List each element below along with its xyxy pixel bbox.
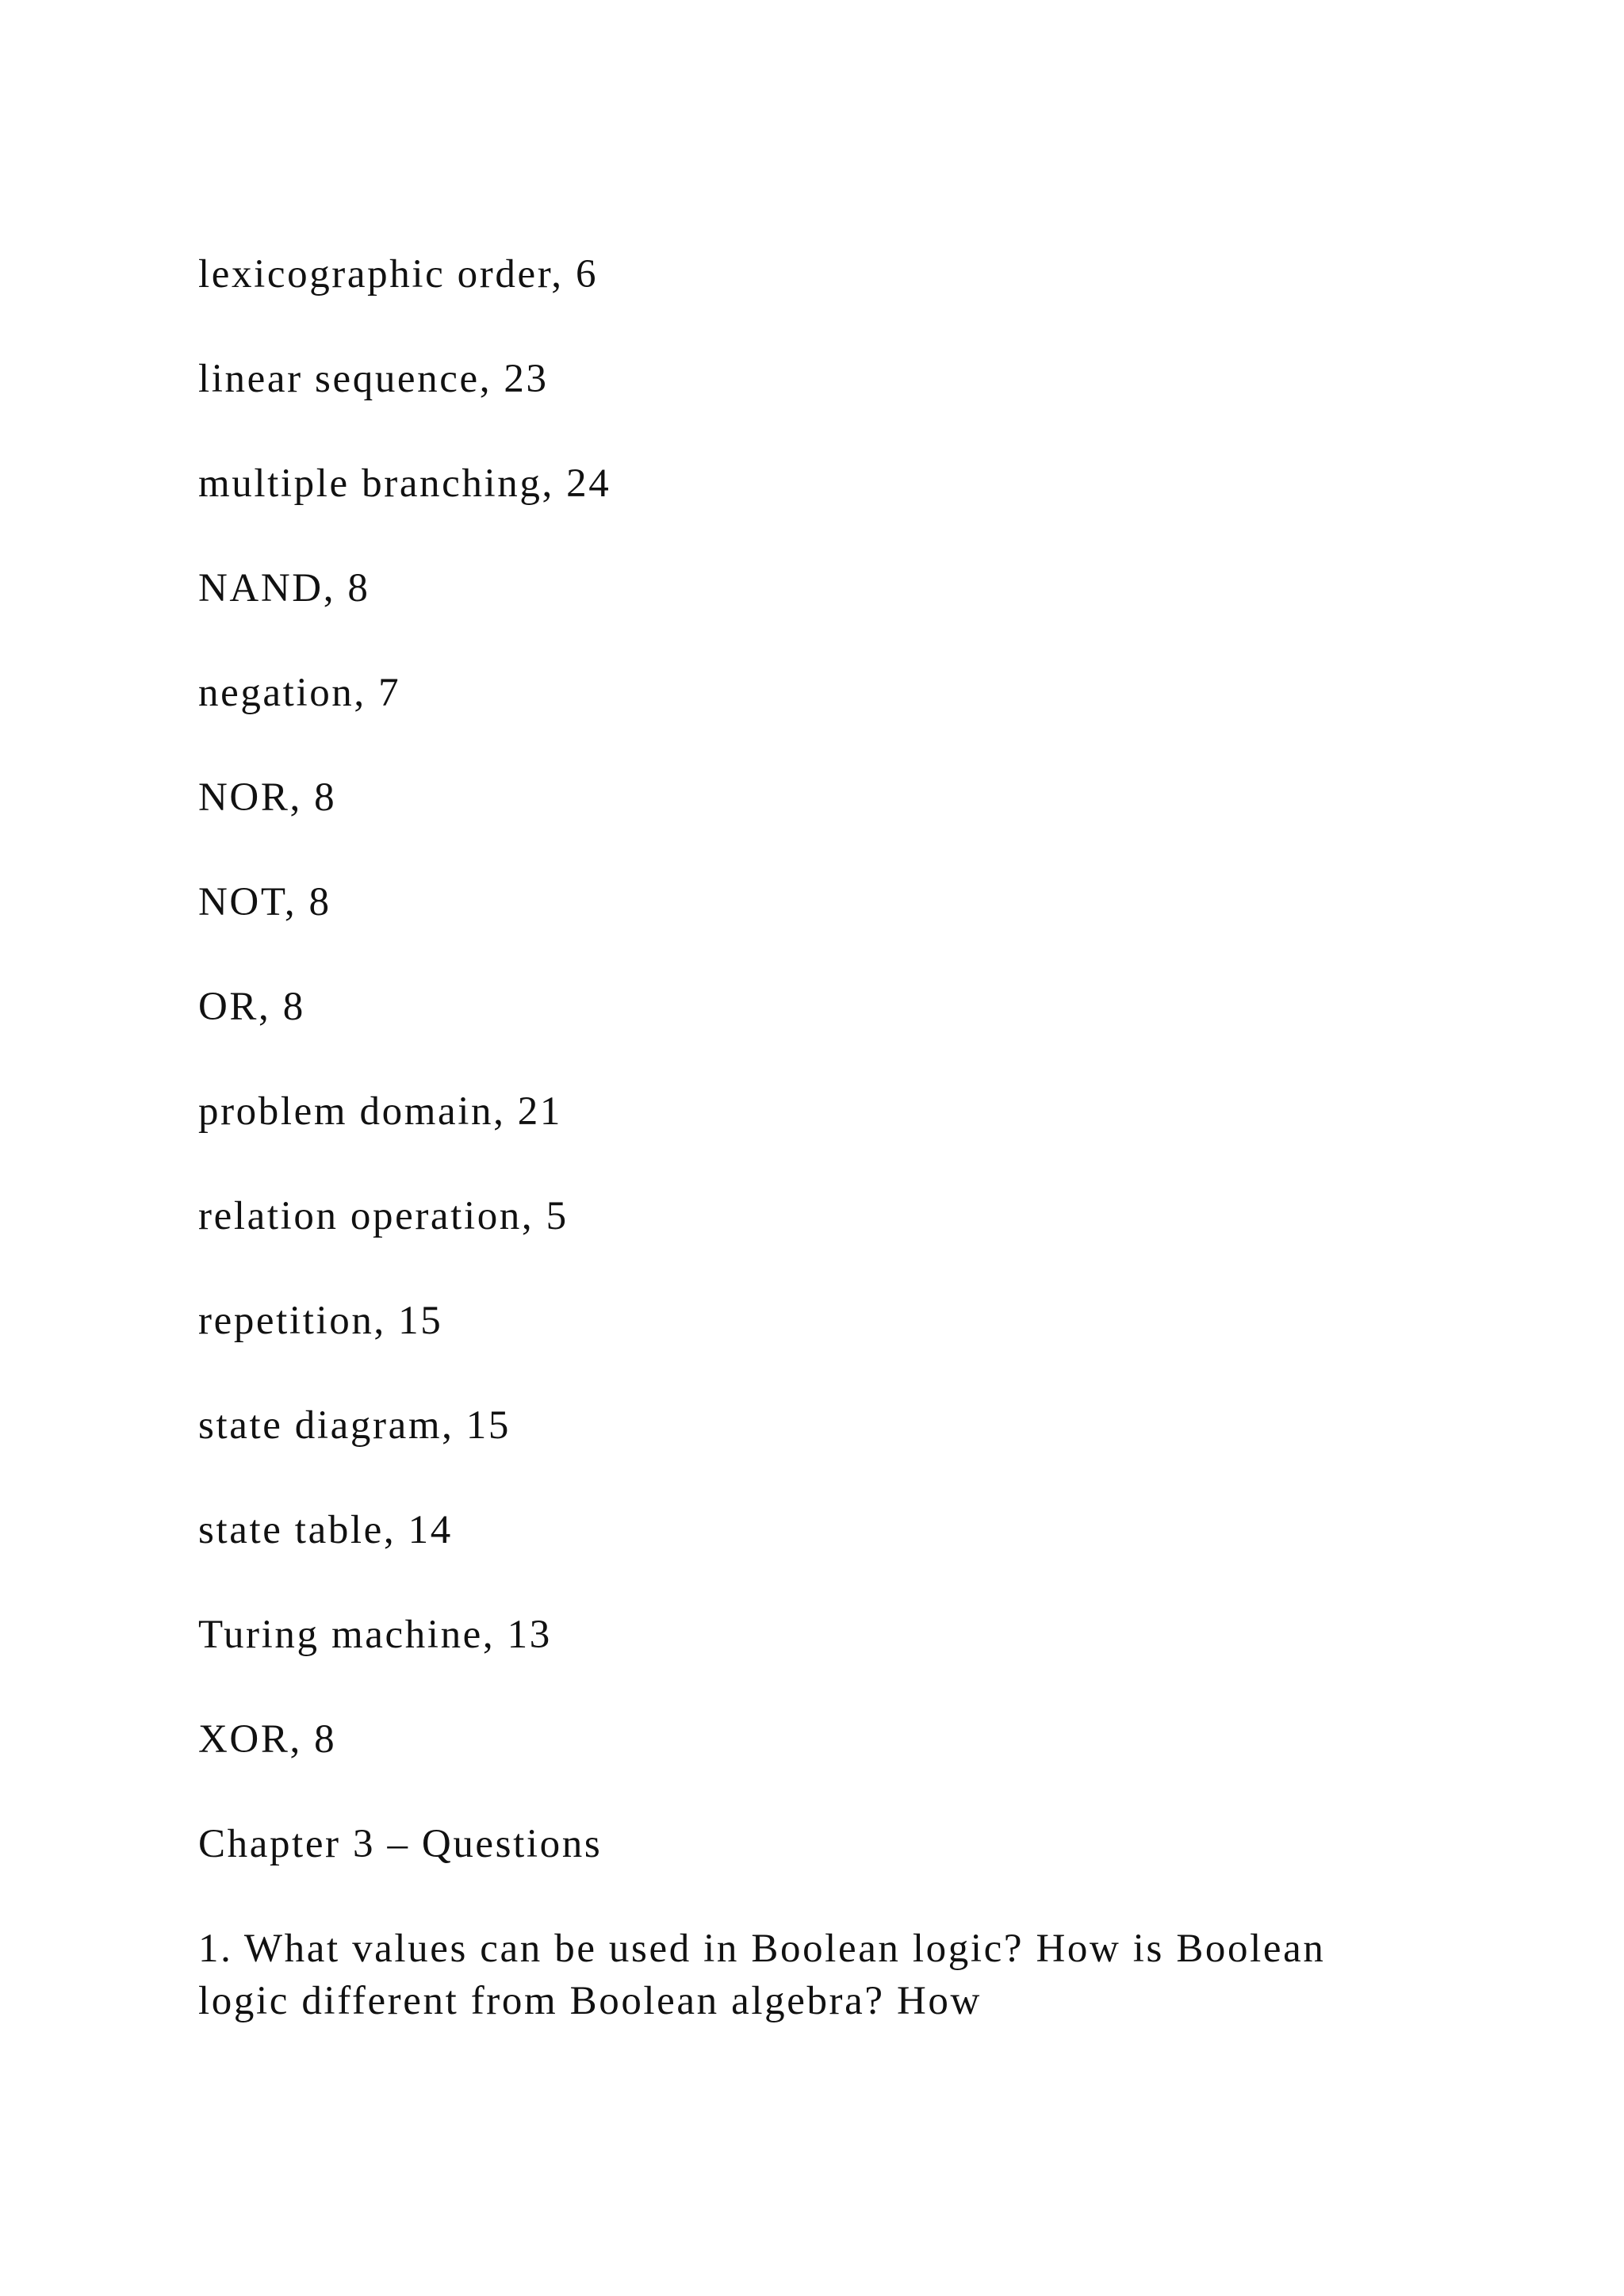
section-heading: Chapter 3 – Questions xyxy=(198,1822,603,1866)
index-entry: negation, 7 xyxy=(198,671,401,715)
index-entry: NOT, 8 xyxy=(198,880,331,924)
index-entry: state table, 14 xyxy=(198,1508,453,1552)
index-entry: XOR, 8 xyxy=(198,1717,337,1762)
index-entry: multiple branching, 24 xyxy=(198,461,611,506)
question-1-line-1: 1. What values can be used in Boolean logic? How is Boolean xyxy=(198,1927,1326,1971)
question-1-line-2: logic different from Boolean algebra? How xyxy=(198,1979,982,2023)
index-entry: problem domain, 21 xyxy=(198,1089,562,1134)
index-entry: NAND, 8 xyxy=(198,566,370,610)
index-entry: repetition, 15 xyxy=(198,1299,443,1343)
index-entry: OR, 8 xyxy=(198,985,305,1029)
index-entry: state diagram, 15 xyxy=(198,1403,511,1448)
index-entry: lexicographic order, 6 xyxy=(198,252,599,297)
index-entry: relation operation, 5 xyxy=(198,1194,569,1238)
index-entry: Turing machine, 13 xyxy=(198,1613,552,1657)
index-entry: NOR, 8 xyxy=(198,775,337,820)
index-entry: linear sequence, 23 xyxy=(198,357,549,401)
